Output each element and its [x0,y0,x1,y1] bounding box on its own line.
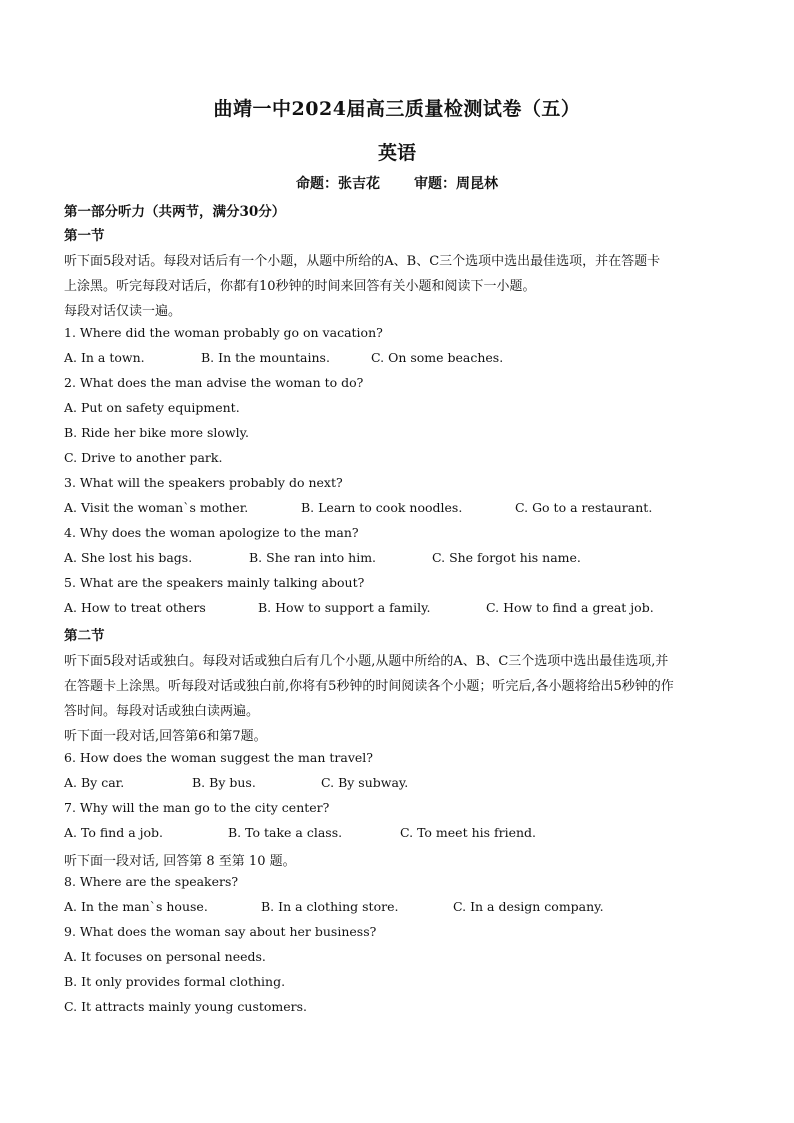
dialogue-prompt: 听下面一段对话, 回答第 8 至第 10 题。 [64,854,296,869]
question-3-option-c: C. Go to a restaurant. [515,500,653,515]
question-8-option-a: A. In the man`s house. [64,899,208,914]
section1-heading: 第一节 [64,228,105,244]
question-2-option-b: B. Ride her bike more slowly. [64,425,249,440]
instruction-line: 每段对话仅读一遍。 [64,304,182,319]
question-8-option-b: B. In a clothing store. [261,899,399,914]
setter-label: 命题：张吉花 [296,176,380,192]
question-4-option-a: A. She lost his bags. [64,550,193,565]
question-3: 3. What will the speakers probably do next? [64,475,343,490]
question-7: 7. Why will the man go to the city center? [64,800,330,815]
question-6-option-b: B. By bus. [192,775,256,790]
question-3-option-a: A. Visit the woman`s mother. [64,500,249,515]
question-4: 4. Why does the woman apologize to the man? [64,525,359,540]
question-2-option-a: A. Put on safety equipment. [64,400,240,415]
part1-heading: 第一部分听力（共两节，满分30分） [64,204,286,220]
question-1-option-c: C. On some beaches. [371,350,504,365]
question-4-option-b: B. She ran into him. [249,550,377,565]
question-5: 5. What are the speakers mainly talking about? [64,575,365,590]
question-2: 2. What does the man advise the woman to do? [64,375,364,390]
question-7-option-a: A. To find a job. [64,825,164,840]
instruction-line: 听下面5段对话或独白。每段对话或独白后有几个小题,从题中所给的A、B、C三个选项中选出最佳选项,并 [64,654,669,669]
subject-title: 英语 [377,142,416,164]
question-8: 8. Where are the speakers? [64,874,239,889]
dialogue-prompt: 听下面一段对话,回答第6和第7题。 [64,729,267,744]
question-4-option-c: C. She forgot his name. [432,550,581,565]
question-1-option-a: A. In a town. [64,350,145,365]
instruction-line: 听下面5段对话。每段对话后有一个小题，从题中所给的A、B、C三个选项中选出最佳选项，并在答题卡 [64,254,661,269]
exam-title: 曲靖一中2024届高三质量检测试卷（五） [213,98,581,120]
reviewer-label: 审题：周昆林 [414,176,498,192]
question-5-option-b: B. How to support a family. [258,600,431,615]
section2-heading: 第二节 [64,628,105,644]
question-9-option-c: C. It attracts mainly young customers. [64,999,308,1014]
question-2-option-c: C. Drive to another park. [64,450,223,465]
instruction-line: 上涂黑。听完每段对话后，你都有10秒钟的时间来回答有关小题和阅读下一小题。 [64,279,536,294]
instruction-line: 在答题卡上涂黑。听每段对话或独白前,你将有5秒钟的时间阅读各个小题；听完后,各小题将给出5秒钟的作 [64,679,674,694]
question-9-option-a: A. It focuses on personal needs. [64,949,266,964]
question-6: 6. How does the woman suggest the man travel? [64,750,373,765]
author-line [0,173,794,193]
question-1: 1. Where did the woman probably go on vacation? [64,325,383,340]
question-9-option-b: B. It only provides formal clothing. [64,974,286,989]
question-7-option-b: B. To take a class. [228,825,343,840]
question-5-option-c: C. How to find a great job. [486,600,654,615]
question-6-option-a: A. By car. [64,775,125,790]
question-9: 9. What does the woman say about her business? [64,924,377,939]
instruction-line: 答时间。每段对话或独白读两遍。 [64,704,260,719]
question-8-option-c: C. In a design company. [453,899,604,914]
question-5-option-a: A. How to treat others [64,600,206,615]
question-7-option-c: C. To meet his friend. [400,825,537,840]
question-1-option-b: B. In the mountains. [201,350,330,365]
question-3-option-b: B. Learn to cook noodles. [301,500,463,515]
question-6-option-c: C. By subway. [321,775,409,790]
